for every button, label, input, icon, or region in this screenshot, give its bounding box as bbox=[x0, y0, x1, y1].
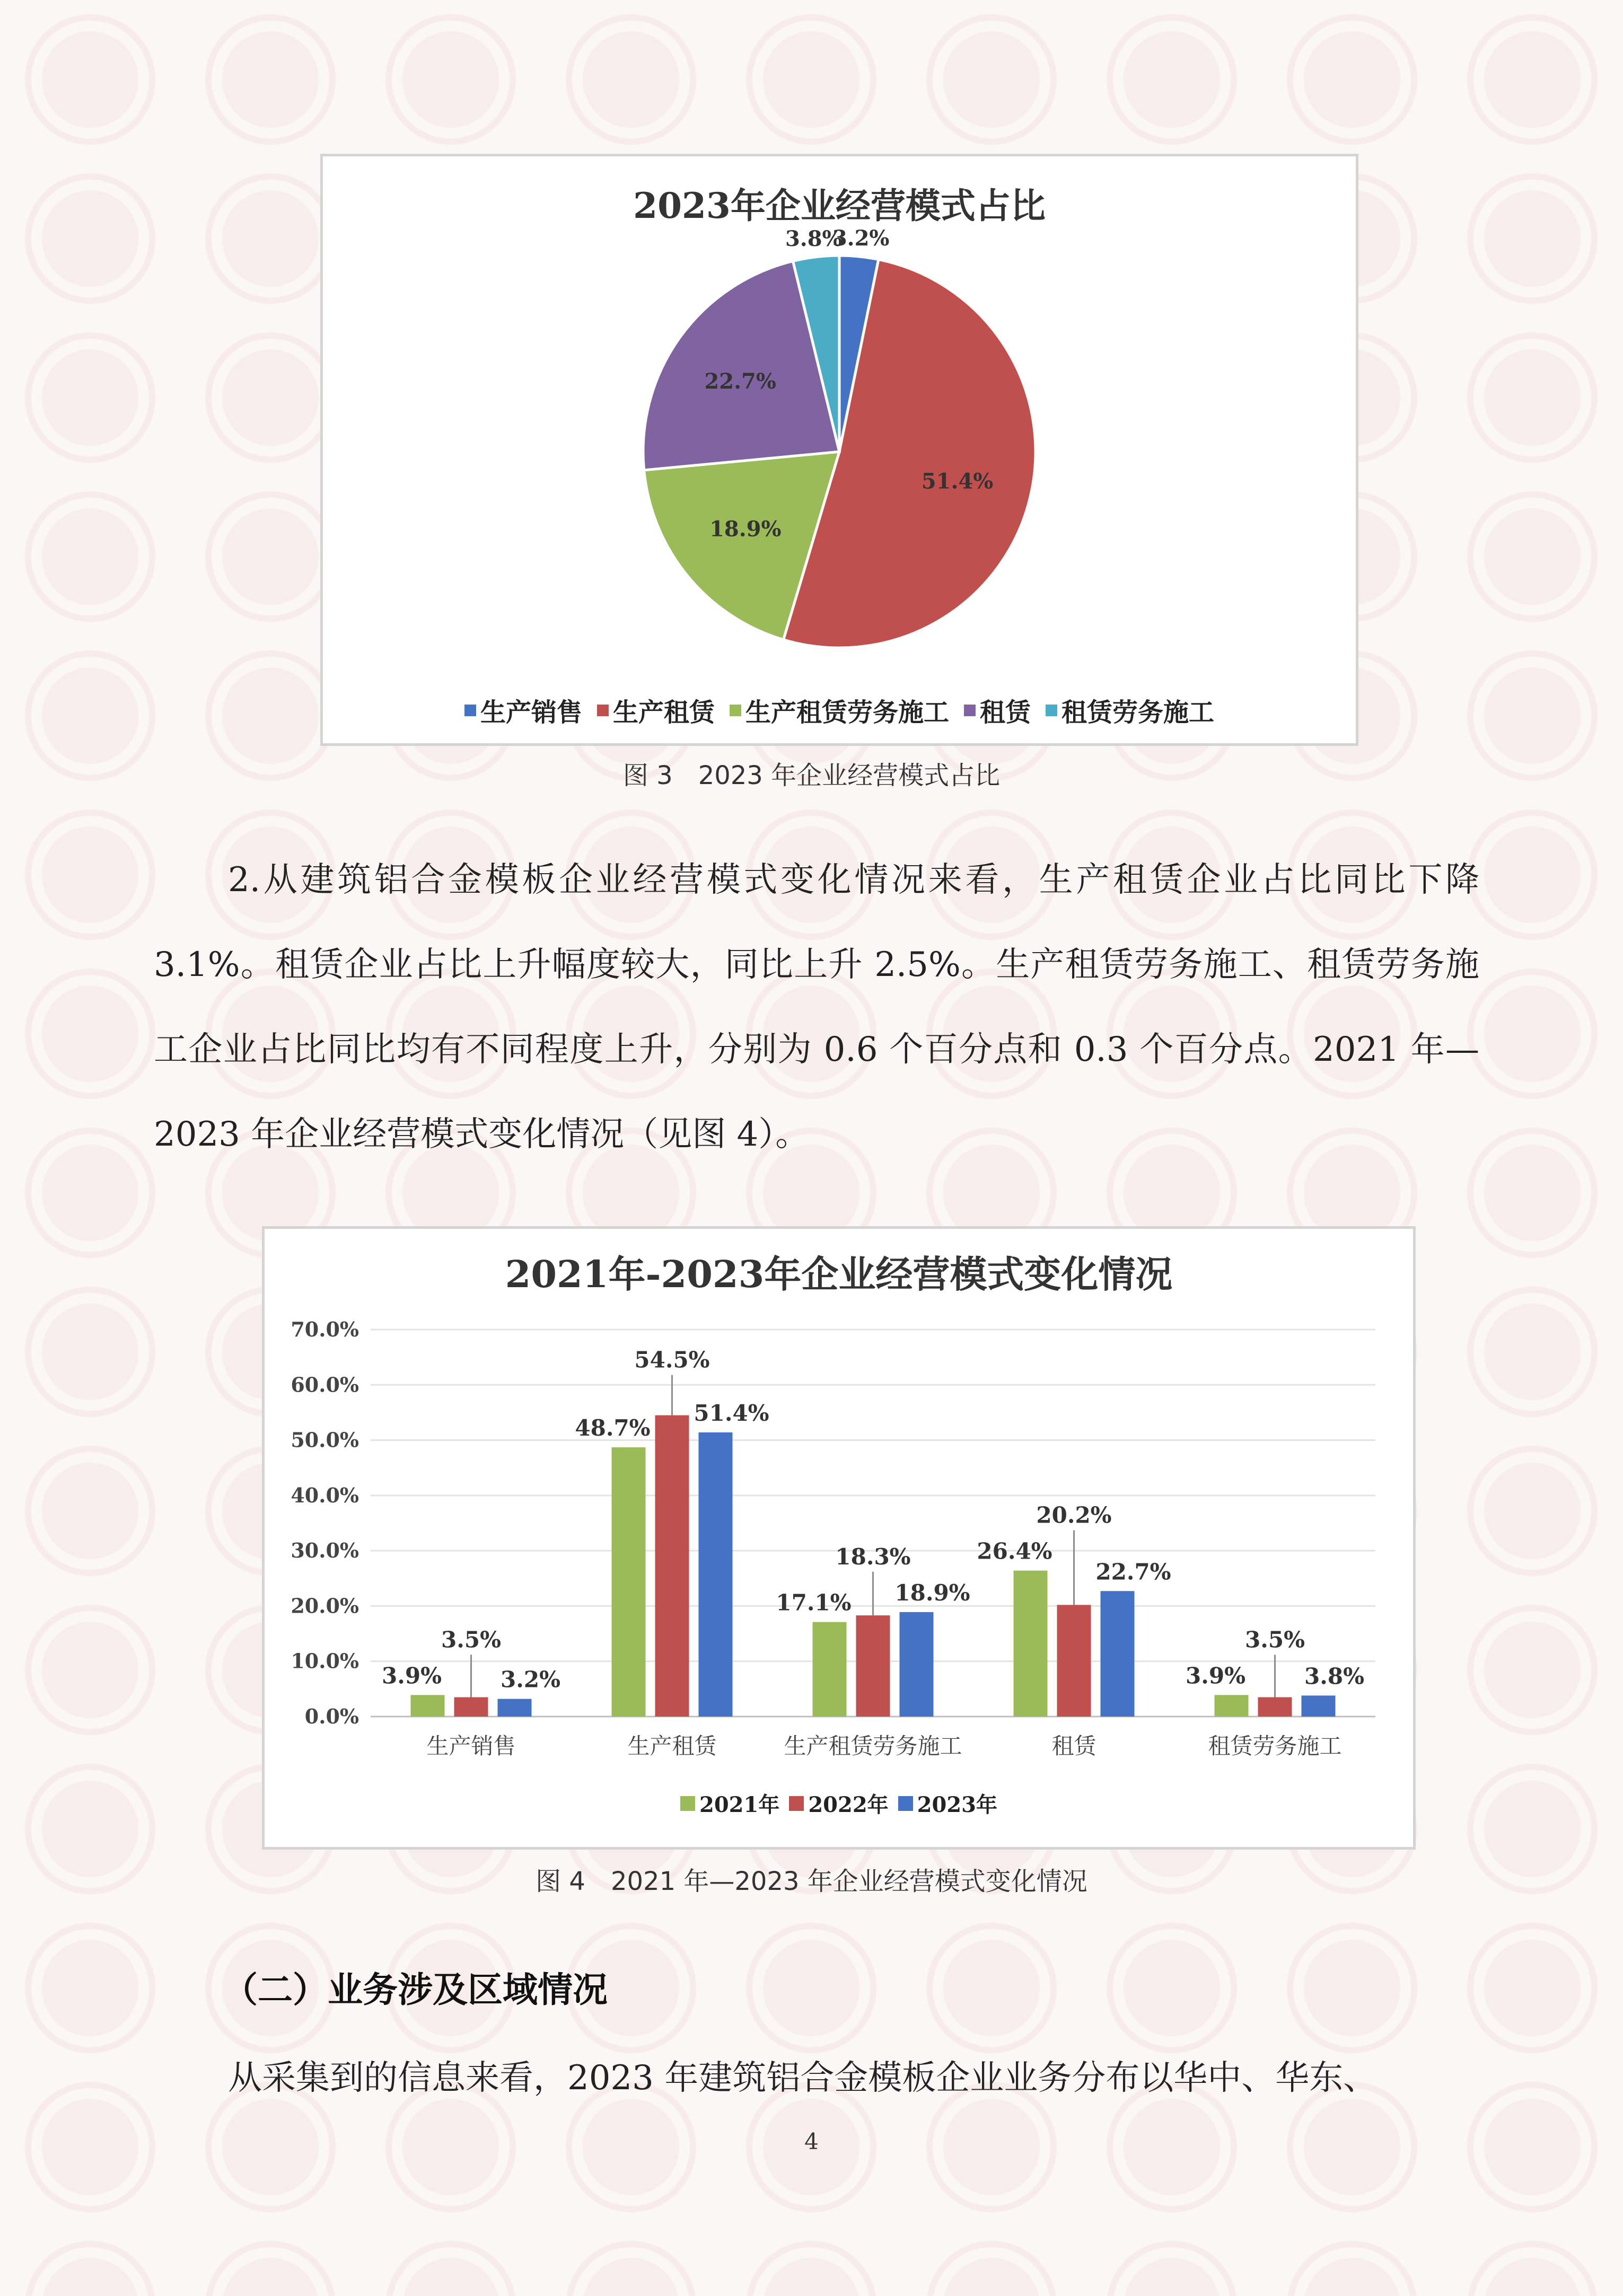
y-tick-label: 50.0% bbox=[291, 1428, 359, 1452]
y-tick-label: 40.0% bbox=[291, 1483, 359, 1507]
x-category-label: 生产租赁劳务施工 bbox=[784, 1733, 962, 1759]
x-category-label: 租赁 bbox=[1051, 1733, 1096, 1759]
x-category-label: 生产租赁 bbox=[627, 1733, 717, 1759]
legend-label: 生产租赁 bbox=[612, 698, 715, 727]
bar-data-label: 3.5% bbox=[441, 1626, 501, 1653]
x-category-label: 生产销售 bbox=[426, 1733, 516, 1759]
bar-data-label: 17.1% bbox=[776, 1589, 852, 1616]
pie-legend bbox=[323, 692, 1356, 728]
body-paragraph-2: 从采集到的信息来看，2023 年建筑铝合金模板企业业务分布以华中、华东、 bbox=[228, 2059, 1378, 2098]
bar-data-label: 26.4% bbox=[977, 1538, 1052, 1564]
bar-data-label: 51.4% bbox=[694, 1400, 769, 1426]
y-tick-label: 20.0% bbox=[291, 1594, 359, 1618]
bar bbox=[813, 1622, 847, 1717]
pie-data-label: 18.9% bbox=[709, 516, 782, 542]
legend-label: 租赁 bbox=[980, 698, 1031, 727]
pie-legend-item bbox=[730, 692, 949, 728]
legend-label: 2023年 bbox=[917, 1792, 997, 1817]
legend-swatch bbox=[789, 1796, 804, 1811]
y-tick-label: 0.0% bbox=[304, 1704, 359, 1728]
legend-swatch bbox=[1046, 705, 1057, 716]
bar bbox=[699, 1432, 733, 1717]
pie-legend-item bbox=[464, 692, 582, 728]
x-category-label: 租赁劳务施工 bbox=[1208, 1733, 1342, 1759]
legend-label: 2022年 bbox=[808, 1792, 889, 1817]
bar-data-label: 3.5% bbox=[1245, 1626, 1305, 1653]
bar bbox=[1302, 1695, 1336, 1717]
pie-legend-item bbox=[964, 692, 1031, 728]
bar bbox=[411, 1695, 445, 1717]
bar-data-label: 3.9% bbox=[382, 1662, 442, 1689]
bar-legend bbox=[265, 1788, 1413, 1818]
legend-swatch bbox=[730, 705, 741, 716]
bar bbox=[1215, 1695, 1249, 1717]
y-tick-label: 30.0% bbox=[291, 1538, 359, 1563]
bar bbox=[856, 1615, 890, 1717]
pie-legend-item bbox=[1046, 692, 1214, 728]
legend-label: 租赁劳务施工 bbox=[1061, 698, 1215, 727]
page-number: 4 bbox=[804, 2128, 819, 2154]
bar bbox=[1101, 1591, 1135, 1717]
bar-data-label: 22.7% bbox=[1095, 1559, 1171, 1585]
figure-3-caption: 图 3 2023 年企业经营模式占比 bbox=[622, 761, 1001, 790]
bar-data-label: 48.7% bbox=[575, 1415, 651, 1441]
legend-swatch bbox=[464, 705, 476, 716]
bar-data-label: 18.9% bbox=[894, 1579, 970, 1606]
legend-swatch bbox=[680, 1796, 695, 1811]
bar-chart-panel bbox=[262, 1226, 1416, 1850]
bar bbox=[655, 1415, 689, 1717]
bar-legend-item bbox=[680, 1788, 779, 1818]
bar bbox=[612, 1447, 646, 1717]
bar-data-label: 3.9% bbox=[1186, 1662, 1245, 1689]
bar-legend-item bbox=[789, 1788, 888, 1818]
bar-data-label: 3.8% bbox=[1304, 1663, 1364, 1690]
legend-label: 生产销售 bbox=[480, 698, 582, 727]
bar bbox=[1258, 1697, 1292, 1717]
bar bbox=[900, 1612, 934, 1717]
body-paragraph-1: 2.从建筑铝合金模板企业经营模式变化情况来看，生产租赁企业占比同比下降 3.1%。租赁企业占比上升幅度较大，同比上升 2.5%。生产租赁劳务施工、租赁劳务施工企业占比同比均有不同程度上升，分别为 0.6 个百分点和 0.3 个百分点。2021 年—2023 年企业经营模式变化情况（见图 4）。 bbox=[154, 860, 1479, 1154]
bar-chart-title: 2021年-2023年企业经营模式变化情况 bbox=[505, 1252, 1173, 1296]
section-heading: （二）业务涉及区域情况 bbox=[223, 1969, 608, 2010]
pie-data-label: 3.8% bbox=[785, 226, 843, 251]
legend-label: 2021年 bbox=[699, 1792, 780, 1817]
pie-chart bbox=[323, 156, 1356, 743]
legend-swatch bbox=[597, 705, 609, 716]
bar bbox=[454, 1697, 488, 1717]
figure-4-caption: 图 4 2021 年—2023 年企业经营模式变化情况 bbox=[536, 1867, 1087, 1896]
bar-data-label: 3.2% bbox=[501, 1666, 560, 1693]
bar-data-label: 18.3% bbox=[835, 1543, 911, 1570]
y-tick-label: 60.0% bbox=[291, 1373, 359, 1397]
bar-legend-item bbox=[898, 1788, 997, 1818]
bar-data-label: 20.2% bbox=[1036, 1502, 1112, 1528]
pie-legend-item bbox=[597, 692, 715, 728]
legend-label: 生产租赁劳务施工 bbox=[745, 698, 949, 727]
pie-chart-panel bbox=[320, 154, 1358, 746]
pie-chart-title: 2023年企业经营模式占比 bbox=[633, 185, 1046, 226]
bar-chart bbox=[265, 1229, 1413, 1847]
bar bbox=[1014, 1571, 1048, 1717]
legend-swatch bbox=[964, 705, 976, 716]
y-tick-label: 70.0% bbox=[291, 1317, 359, 1341]
legend-swatch bbox=[898, 1796, 913, 1811]
pie-data-label: 3.2% bbox=[832, 226, 890, 251]
y-tick-label: 10.0% bbox=[291, 1649, 359, 1673]
pie-data-label: 22.7% bbox=[704, 368, 776, 394]
bar bbox=[1057, 1605, 1091, 1717]
pie-data-label: 51.4% bbox=[921, 469, 994, 494]
bar bbox=[498, 1699, 532, 1717]
bar-data-label: 54.5% bbox=[634, 1347, 710, 1373]
